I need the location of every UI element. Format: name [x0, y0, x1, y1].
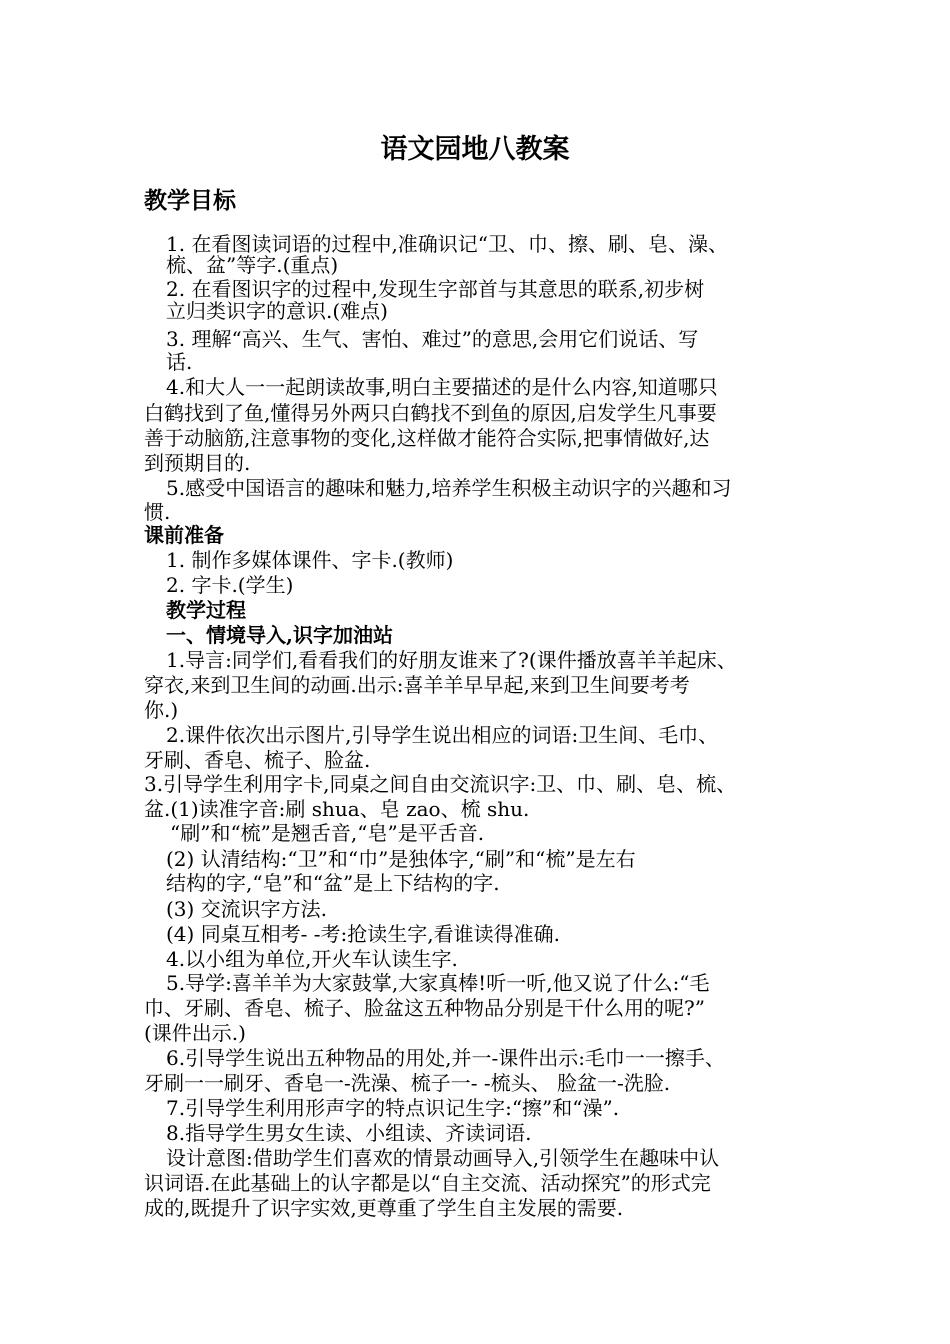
page-title: 语文园地八教案 — [380, 134, 570, 165]
goal-3-line-2: 话. — [166, 350, 193, 374]
process-3-line-1: 3.引导学生利用字卡,同桌之间自由交流识字:卫、巾、刷、皂、梳、 — [144, 772, 737, 796]
goal-5-line-1: 5.感受中国语言的趣味和魅力,培养学生积极主动识字的兴趣和习 — [166, 476, 732, 500]
process-6-line-1: 6.引导学生说出五种物品的用处,并一-课件出示:毛巾一一擦手、 — [166, 1046, 725, 1070]
section-heading-process: 教学过程 — [166, 598, 246, 622]
process-3-line-2: 盆.(1)读准字音:刷 shua、皂 zao、梳 shu. — [144, 797, 530, 821]
design-intent-line-2: 识词语.在此基础上的认字都是以“自主交流、活动探究”的形式完 — [144, 1171, 711, 1195]
goal-4-line-2: 白鹤找到了鱼,懂得另外两只白鹤找不到鱼的原因,启发学生凡事要 — [144, 401, 717, 425]
process-7: 7.引导学生利用形声字的特点识记生字:“擦”和“澡”. — [166, 1096, 620, 1120]
process-3-sub-2-line-1: (2) 认清结构:“卫”和“巾”是独体字,“刷”和“梳”是左右 — [166, 847, 636, 871]
process-5-line-1: 5.导学:喜羊羊为大家鼓掌,大家真棒!听一听,他又说了什么:“毛 — [166, 971, 710, 995]
process-1-line-1: 1.导言:同学们,看看我们的好朋友谁来了?(课件播放喜羊羊起床、 — [166, 648, 737, 672]
goal-4-line-3: 善于动脑筋,注意事物的变化,这样做才能符合实际,把事情做好,达 — [144, 426, 710, 450]
goal-2-line-1: 2. 在看图识字的过程中,发现生字部首与其意思的联系,初步树 — [166, 277, 705, 301]
process-8: 8.指导学生男女生读、小组读、齐读词语. — [166, 1121, 532, 1145]
process-3-sub-3: (3) 交流识字方法. — [166, 897, 328, 921]
process-2-line-2: 牙刷、香皂、梳子、脸盆. — [144, 748, 371, 772]
process-1-line-2: 穿衣,来到卫生间的动画.出示:喜羊羊早早起,来到卫生间要考考 — [144, 673, 690, 697]
prep-2: 2. 字卡.(学生) — [166, 573, 294, 597]
goal-4-line-1: 4.和大人一一起朗读故事,明白主要描述的是什么内容,知道哪只 — [166, 375, 718, 399]
process-5-line-2: 巾、牙刷、香皂、梳子、脸盆这五种物品分别是干什么用的呢?” — [144, 996, 705, 1020]
process-5-line-3: (课件出示.) — [144, 1021, 246, 1045]
step-heading-1: 一、情境导入,识字加油站 — [166, 623, 393, 647]
process-3-sub-4: (4) 同桌互相考- -考:抢读生字,看谁读得准确. — [166, 922, 561, 946]
process-2-line-1: 2.课件依次出示图片,引导学生说出相应的词语:卫生间、毛巾、 — [166, 723, 719, 747]
process-1-line-3: 你.) — [144, 698, 179, 722]
process-6-line-2: 牙刷一一刷牙、香皂一-洗澡、梳子一- -梳头、 脸盆一-洗脸. — [144, 1071, 671, 1095]
goal-1-line-1: 1. 在看图读词语的过程中,准确识记“卫、巾、擦、刷、皂、澡、 — [166, 232, 729, 256]
goal-5-line-2: 惯. — [144, 500, 171, 524]
goal-3-line-1: 3. 理解“高兴、生气、害怕、难过”的意思,会用它们说话、写 — [166, 327, 699, 351]
design-intent-line-1: 设计意图:借助学生们喜欢的情景动画导入,引领学生在趣味中认 — [166, 1146, 720, 1170]
goal-1-line-2: 梳、盆”等字.(重点) — [166, 253, 339, 277]
section-heading-prep: 课前准备 — [144, 523, 224, 547]
design-intent-line-3: 成的,既提升了识字实效,更尊重了学生自主发展的需要. — [144, 1196, 624, 1220]
goal-2-line-2: 立归类识字的意识.(难点) — [166, 299, 388, 323]
goal-4-line-4: 到预期目的. — [144, 451, 251, 475]
process-4: 4.以小组为单位,开火车认读生字. — [166, 947, 458, 971]
process-3-line-3: “刷”和“梳”是翘舌音,“皂”是平舌音. — [170, 821, 485, 845]
section-heading-goals: 教学目标 — [144, 187, 236, 214]
prep-1: 1. 制作多媒体课件、字卡.(教师) — [166, 548, 454, 572]
process-3-sub-2-line-2: 结构的字,“皂”和“盆”是上下结构的字. — [166, 871, 500, 895]
